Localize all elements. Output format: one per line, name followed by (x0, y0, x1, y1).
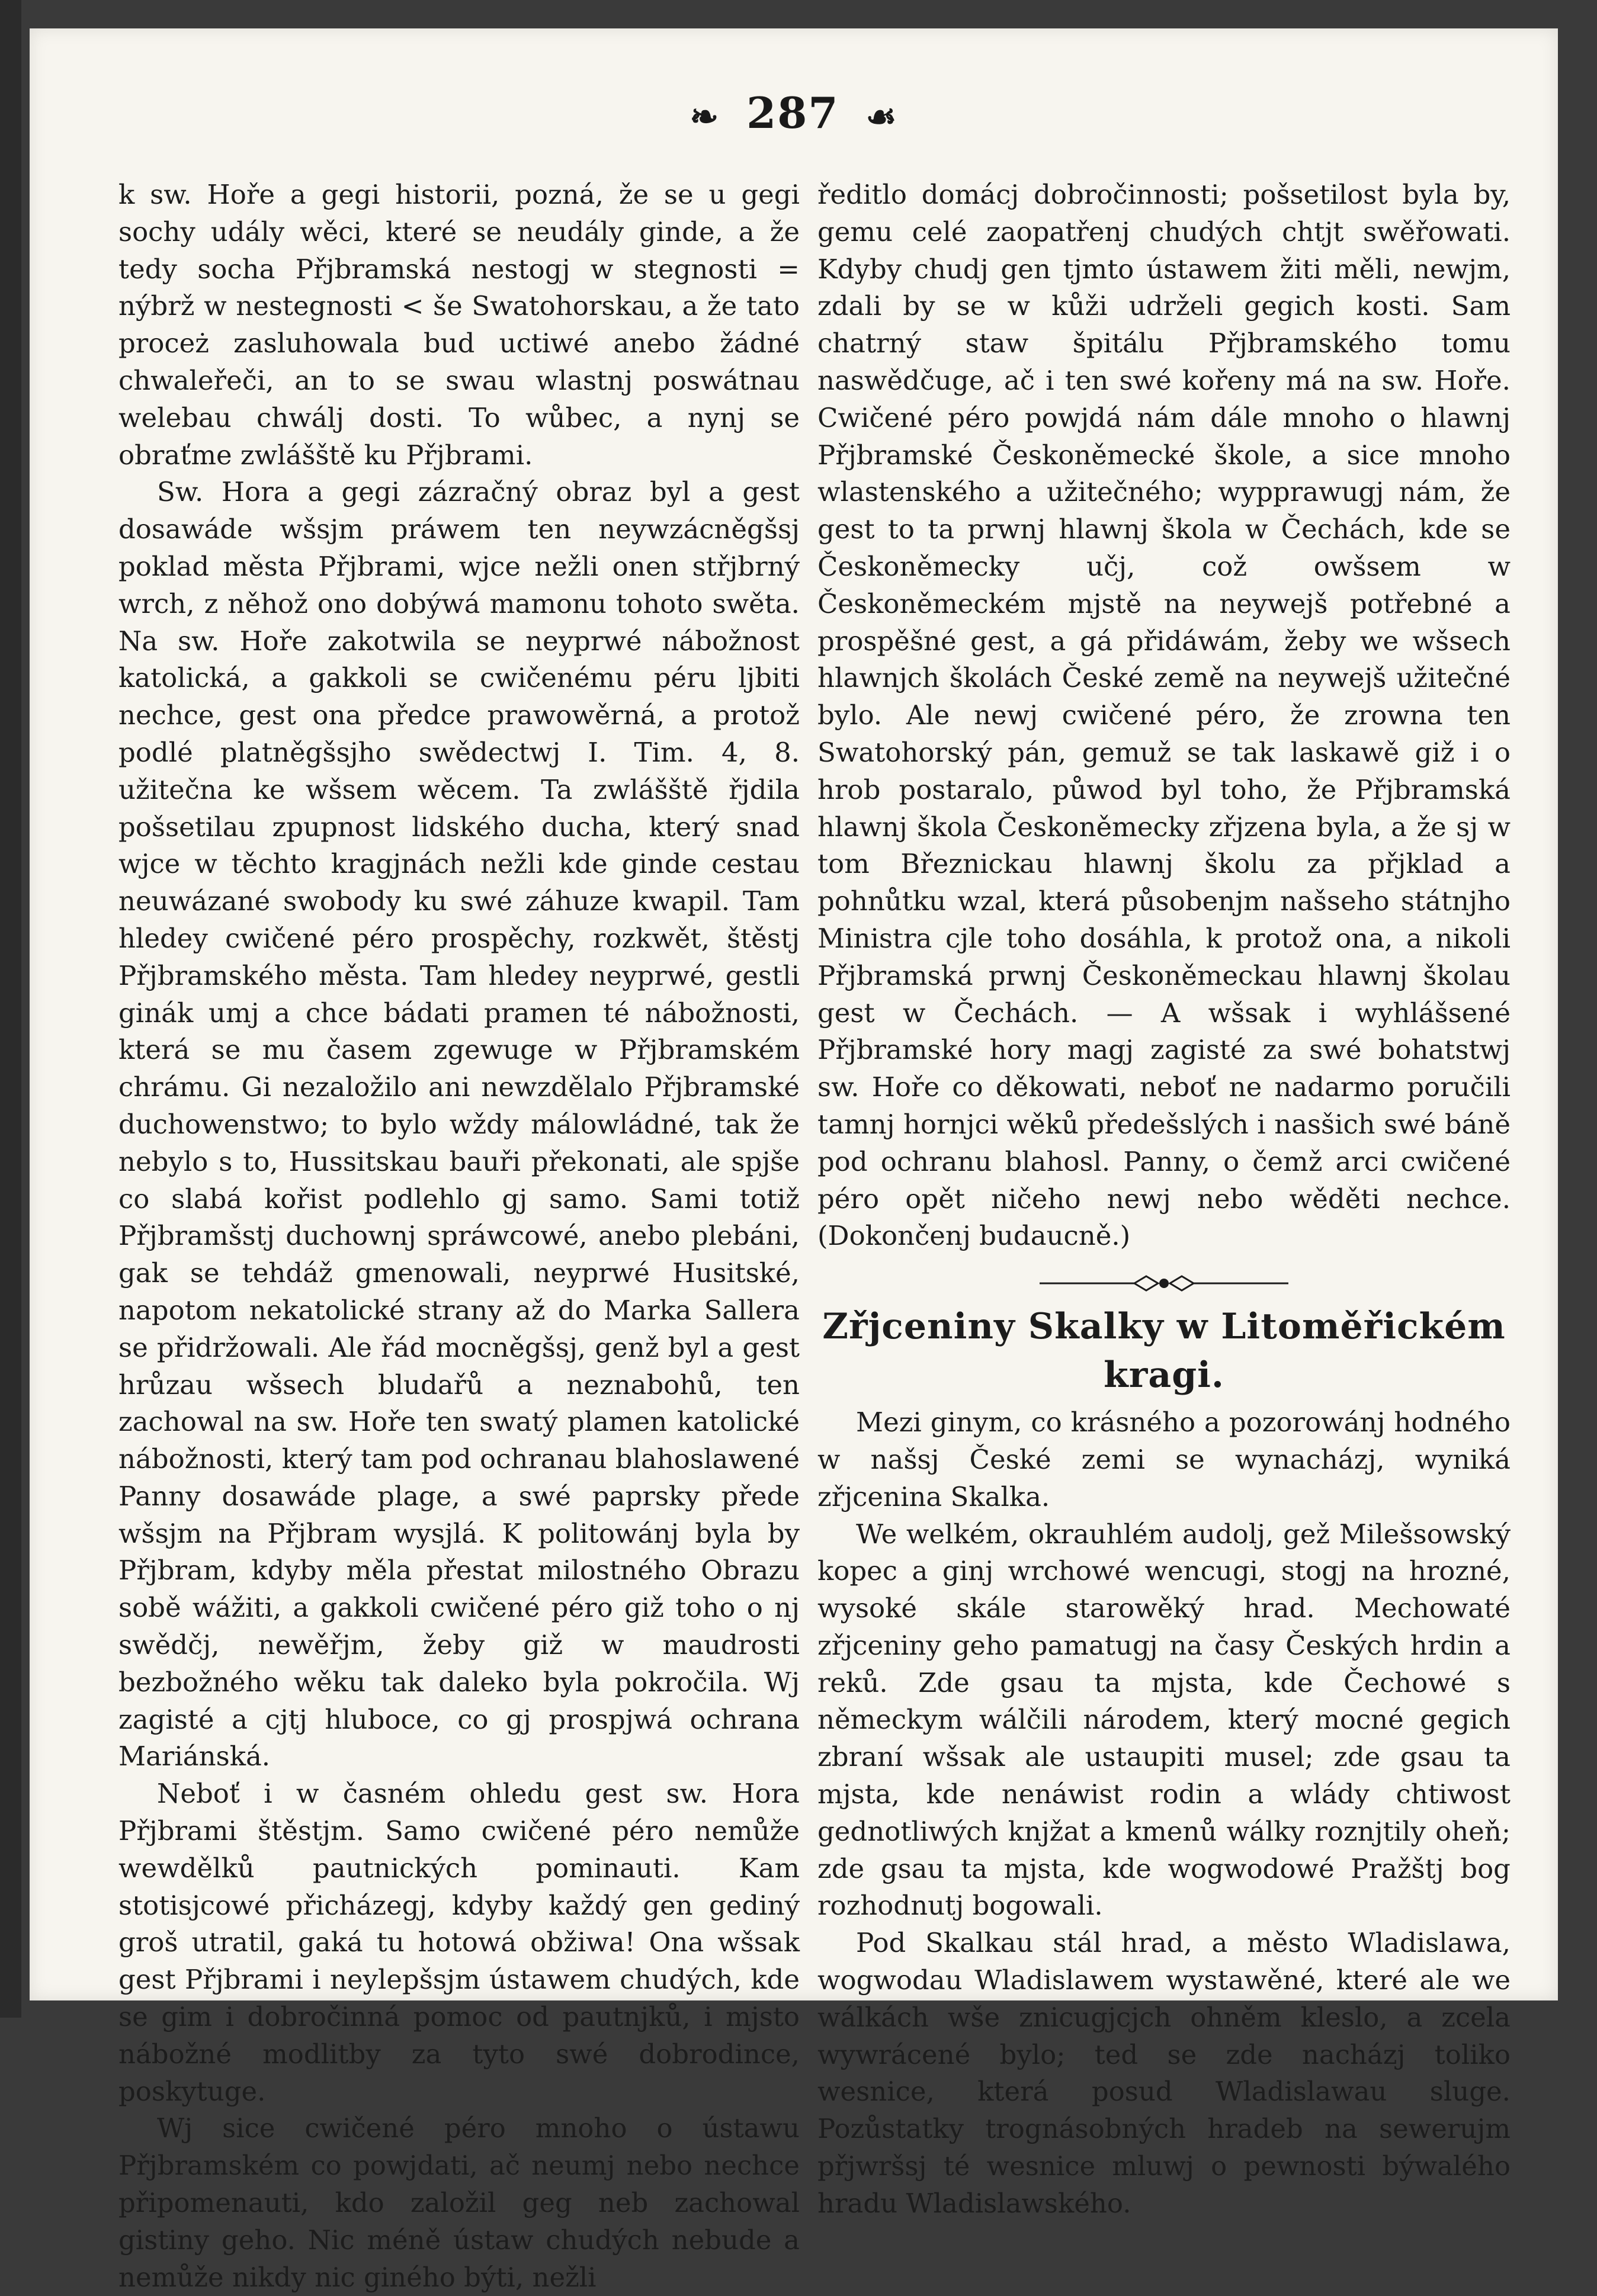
left-paragraph-4: Wj sice cwičené péro mnoho o ústawu Přjbramském co powjdati, ač neumj nebo nechce připomenauti, kdo založil geg neb zachowal gistiny geho. Nic méně ústaw chudých nebude a nemůže nikdy nic giného býti, nežli (118, 2112, 800, 2293)
page-edge (0, 0, 21, 2018)
document-page (30, 28, 1558, 2293)
left-paragraph-3: Neboť i w časném ohledu gest sw. Hora Přjbrami štěstjm. Samo cwičené péro nemůže wewdělků pautnických pominauti. Kam stotisjcowé přicházegj, kdyby každý gen gediný groš utratil, gaká tu hotowá obžiwa! Ona wšsak gest Přjbrami i neylepšsjm ústawem chudých, kde se gim i dobročinná pomoc od pautnjků, i mjsto nábožné modlitby za tyto swé dobrodince, poskytuge. (118, 1778, 800, 2107)
left-ornament-icon: ❧ (690, 97, 720, 137)
page-header (30, 88, 1558, 138)
right-ornament-icon: ☙ (865, 97, 898, 137)
right-column (817, 176, 1511, 2223)
left-paragraph-2: Sw. Hora a gegi zázračný obraz byl a gest dosawáde wšsjm práwem ten neywzácněgšsj poklad města Přjbrami, wjce nežli onen střjbrný wrch, z něhož ono dobýwá mamonu tohoto swěta. Na sw. Hoře zakotwila se neyprwé nábožnost katolická, a gakkoli se cwičenému péru ljbiti nechce, gest ona předce prawowěrná, a protož podlé platněgšsjho swědectwj I. Tim. 4, 8. užitečna ke wšsem wěcem. Ta zwlášště řjdila pošsetilau zpupnost lidského ducha, který snad wjce w těchto kragjnách nežli kde ginde cestau neuwázané swobody ku swé záhuze kwapil. Tam hledey cwičené péro prospěchy, rozkwět, štěstj Přjbramského města. Tam hledey neyprwé, gestli ginák umj a chce bádati pramen té nábožnosti, která se mu časem zgewuge w Přjbramském chrámu. Gi nezaložilo ani newzdělalo Přjbramské duchowenstwo; to bylo wždy málowládné, tak že nebylo s to, Hussitskau bauři překonati, ale spjše co slabá kořist podlehlo gj samo. Sami totiž Přjbramšstj duchownj spráwcowé, anebo plebáni, gak se tehdáž gmenowali, neyprwé Husitské, napotom nekatolické strany až do Marka Sallera se přidržowali. Ale řád mocněgšsj, genž byl a gest hrůzau wšsech bludařů a neznabohů, ten zachowal na sw. Hoře ten swatý plamen katolické nábožnosti, který tam pod ochranau blahoslawené Panny dosawáde plage, a swé paprsky přede wšsjm na Přjbram wysjlá. K politowánj byla by Přjbram, kdyby měla přestat milostného Obrazu sobě wážiti, a gakkoli cwičené péro giž toho o nj swědčj, newěřjm, žeby giž w maudrosti bezbožného wěku tak daleko byla pokročila. Wj zagisté a cjtj hlubocе, co gj prospjwá ochrana Mariánská. (118, 476, 800, 1772)
right-paragraph-4: Pod Skalkau stál hrad, a město Wladislawa, wogwodau Wladislawem wystawěné, které ale we wálkách wše znicugjcjch ohněm kleslo, a zcela wywrácené bylo; ted se zde nacházj toliko wesnice, která posud Wladislawau sluge. Pozůstatky trognásobných hradeb na sewerujm přjwršsj té wesnice mluwj o pewnosti býwalého hradu Wladislawského. (817, 1927, 1511, 2219)
section-title: Zřjceniny Skalky w Litoměřickém kragi. (822, 1306, 1506, 1396)
section-divider-ornament-icon (1040, 1271, 1288, 1295)
page-number: 287 (746, 88, 839, 138)
right-paragraph-1: ředitlo domácj dobročinnosti; pošsetilost byla by, gemu celé zaopatřenj chudých chtjt swěřowati. Kdyby chudj gen tjmto ústawem žiti měli, newjm, zdali by se w kůži udrželi gegich kosti. Sam chatrný staw špitálu Přjbramského tomu naswědčuge, ač i ten swé kořeny má na sw. Hoře. Cwičené péro powjdá nám dále mnoho o hlawnj Přjbramské Českoněmecké škole, a sice mnoho wlastenského a užitečného; wypprawugj nám, že gest to ta prwnj hlawnj škola w Čechách, kde se Českoněmecky učj, což owšsem w Českoněmeckém mjstě na neywejš potřebné a prospěšné gest, a gá přidáwám, žeby we wšsech hlawnjch školách České země na neywejš užitečné bylo. Ale newj cwičené péro, že zrowna ten Swatohorský pán, gemuž se tak laskawě giž i o hrob postaralo, půwod byl toho, že Přjbramská hlawnj škola Českoněmecky zřjzena byla, a že sj w tom Březnickau hlawnj školu za přjklad a pohnůtku wzal, která působenjm našseho státnjho Ministra cjle toho dosáhla, k protož ona, a nikoli Přjbramská prwnj Českoněmeckau hlawnj školau gest w Čechách. — A wšsak i wyhlášsené Přjbramské hory magj zagisté za swé bohatstwj sw. Hoře co děkowati, neboť ne nadarmo poručili tamnj hornjci wěků předešslých i nasšich swé báně pod ochranu blahosl. Panny, o čemž arci cwičené péro opět ničeho newj nebo wěděti nechce. (Dokončenj budaucně.) (817, 179, 1511, 1252)
right-paragraph-2: Mezi ginym, co krásného a pozorowánj hodného w našsj České zemi se wynacházj, wyniká zřjcenina Skalka. (817, 1406, 1511, 1513)
left-column (118, 176, 800, 2296)
right-paragraph-3: We welkém, okrauhlém audolj, gež Milešsowský kopec a ginj wrchowé wencugi, stogj na hrozné, wysoké skále starowěký hrad. Mechowaté zřjceniny geho pamatugj na časy Českých hrdin a reků. Zde gsau ta mjsta, kde Čechowé s německym wálčili národem, který mocné gegich zbraní wšsak ale ustaupiti musel; zde gsau ta mjsta, kde nenáwist rodin a wlády chtiwost gednotliwých knjžat a kmenů wálky roznjtily oheň; zde gsau ta mjsta, kde wogwodowé Pražštj bog rozhodnutj bogowali. (817, 1518, 1511, 1922)
left-paragraph-1: k sw. Hoře a gegi historii, pozná, že se u gegi sochy udály wěci, které se neudály ginde, a že tedy socha Přjbramská nestogj w stegnosti = nýbrž w nestegnosti < še Swatohorskau, a že tato proceż zasluhowala bud uctiwé anebo žádné chwaleřeči, an to se swau wlastnj poswátnau welebau chwálj dosti. To wůbec, a nynj se obraťme zwlášště ku Přjbrami. (118, 179, 800, 471)
